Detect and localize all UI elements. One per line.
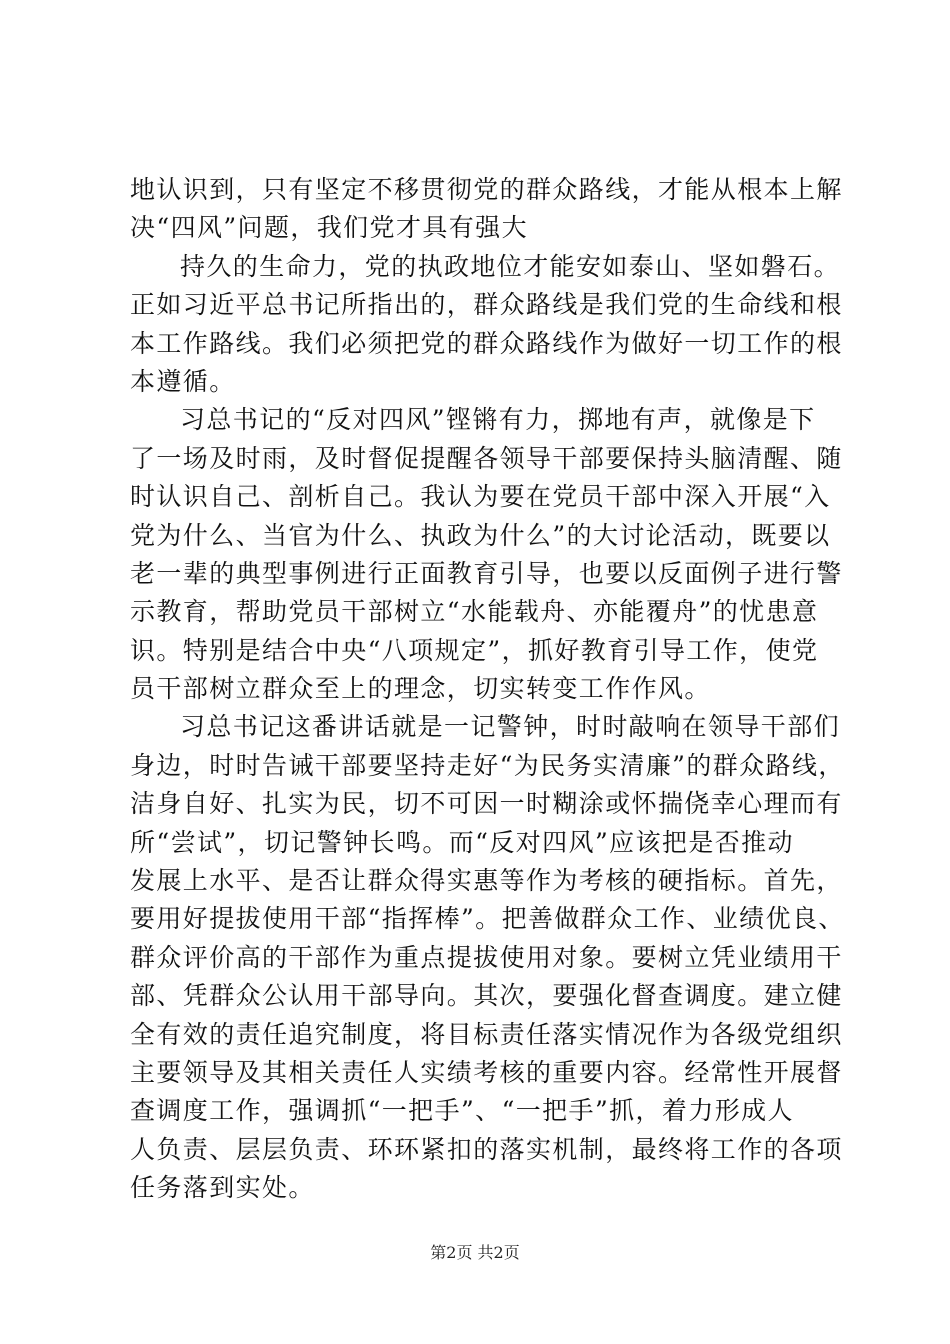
text-line: 了一场及时雨，及时督促提醒各领导干部要保持头脑清醒、随 (130, 443, 843, 473)
text-line: 群众评价高的干部作为重点提拔使用对象。要树立凭业绩用干 (130, 942, 843, 972)
text-line: 要用好提拔使用干部“指挥棒”。把善做群众工作、业绩优良、 (130, 904, 845, 934)
text-line: 老一辈的典型事例进行正面教育引导，也要以反面例子进行警 (130, 558, 843, 588)
text-line: 决“四风”问题，我们党才具有强大 (130, 213, 528, 243)
text-line: 部、凭群众公认用干部导向。其次，要强化督查调度。建立健 (130, 981, 843, 1011)
text-line: 任务落到实处。 (130, 1173, 315, 1203)
text-line: 本工作路线。我们必须把党的群众路线作为做好一切工作的根 (130, 328, 843, 358)
text-line: 正如习近平总书记所指出的，群众路线是我们党的生命线和根 (130, 290, 843, 320)
text-line: 发展上水平、是否让群众得实惠等作为考核的硬指标。首先， (130, 866, 843, 896)
text-line: 本遵循。 (130, 366, 236, 396)
text-line: 查调度工作，强调抓“一把手”、“一把手”抓，着力形成人 (130, 1096, 794, 1126)
text-line: 识。特别是结合中央“八项规定”，抓好教育引导工作，使党 (130, 635, 819, 665)
text-line: 员干部树立群众至上的理念，切实转变工作作风。 (130, 674, 711, 704)
document-body (130, 171, 845, 1208)
text-line: 全有效的责任追究制度，将目标责任落实情况作为各级党组织 (130, 1019, 843, 1049)
text-line: 人负责、层层负责、环环紧扣的落实机制，最终将工作的各项 (130, 1134, 843, 1164)
text-line: 党为什么、当官为什么、执政为什么”的大讨论活动，既要以 (130, 520, 831, 550)
text-line: 持久的生命力，党的执政地位才能安如泰山、坚如磐石。 (180, 251, 841, 281)
text-line: 习总书记的“反对四风”铿锵有力，掷地有声，就像是下 (180, 405, 816, 435)
text-line: 习总书记这番讲话就是一记警钟，时时敲响在领导干部们 (180, 712, 841, 742)
text-line: 洁身自好、扎实为民，切不可因一时糊涂或怀揣侥幸心理而有 (130, 789, 843, 819)
text-line: 示教育，帮助党员干部树立“水能载舟、亦能覆舟”的忧患意 (130, 597, 819, 627)
text-line: 地认识到，只有坚定不移贯彻党的群众路线，才能从根本上解 (130, 175, 843, 204)
text-line: 所“尝试”，切记警钟长鸣。而“反对四风”应该把是否推动 (130, 827, 794, 857)
page-footer: 第2页 共2页 (430, 1243, 520, 1262)
text-line: 主要领导及其相关责任人实绩考核的重要内容。经常性开展督 (130, 1057, 843, 1087)
text-line: 身边，时时告诫干部要坚持走好“为民务实清廉”的群众路线， (130, 750, 845, 780)
text-line: 时认识自己、剖析自己。我认为要在党员干部中深入开展“入 (130, 482, 831, 512)
